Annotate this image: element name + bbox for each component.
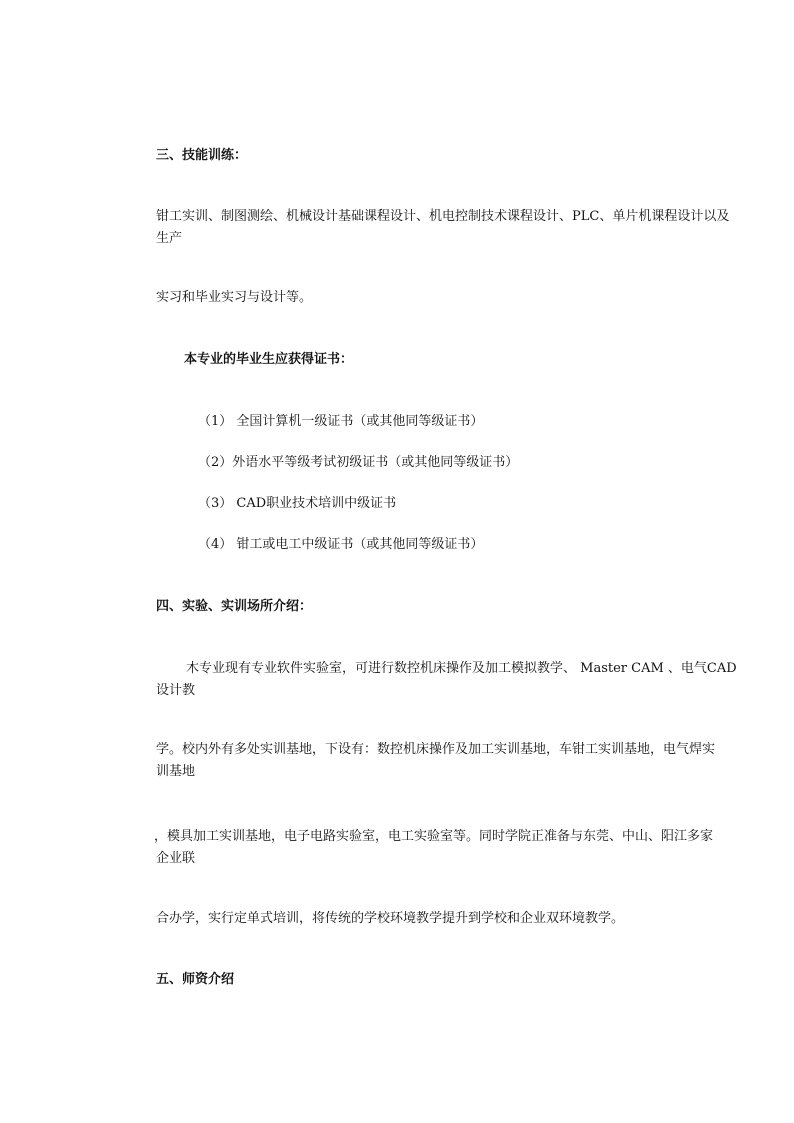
section4-heading: 四、实验、实训场所介绍： — [156, 599, 313, 614]
certificate-item-2: （2）外语水平等级考试初级证书（或其他同等级证书） — [198, 455, 519, 470]
section4-p1-line2: 设计教 — [156, 683, 196, 698]
certificate-item-1: （1） 全国计算机一级证书（或其他同等级证书） — [198, 414, 484, 429]
section4-p2-line1: 学。校内外有多处实训基地，下设有：数控机床操作及加工实训基地，车钳工实训基地，电气焊实 — [156, 742, 716, 757]
section4-p3-line2: 企业联 — [156, 851, 196, 866]
certificate-item-3: （3） CAD职业技术培训中级证书 — [198, 496, 397, 511]
certificate-item-4: （4） 钳工或电工中级证书（或其他同等级证书） — [198, 537, 484, 552]
section3-para2: 实习和毕业实习与设计等。 — [156, 290, 313, 305]
section4-p3-line1: ，模具加工实训基地，电子电路实验室，电工实验室等。同时学院正准备与东莞、中山、阳江多家 — [154, 829, 714, 844]
section4-p2-line2: 训基地 — [156, 764, 196, 779]
section4-p4: 合办学，实行定单式培训，将传统的学校环境教学提升到学校和企业双环境教学。 — [156, 911, 625, 926]
certificates-intro: 本专业的毕业生应获得证书： — [184, 352, 354, 367]
section3-para1-line1: 钳工实训、制图测绘、机械设计基础课程设计、机电控制技术课程设计、PLC、单片机课程设计以及 — [156, 209, 730, 224]
section3-heading: 三、技能训练： — [156, 148, 248, 163]
section5-heading: 五、师资介绍 — [156, 972, 235, 987]
section4-p1-line1: 木专业现有专业软件实验室，可进行数控机床操作及加工模拟教学、 Master CAM 、电气CAD — [186, 661, 737, 676]
section3-para1-line2: 生产 — [156, 231, 183, 246]
